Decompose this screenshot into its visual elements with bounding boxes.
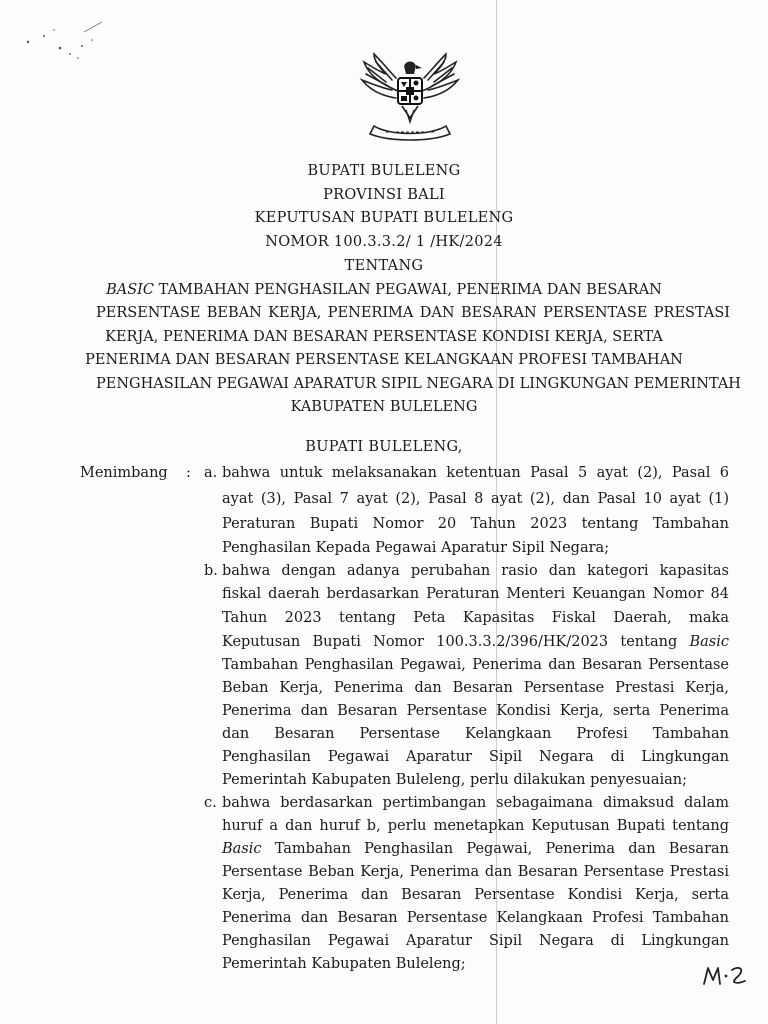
title-italic-word: BASIC <box>106 282 155 298</box>
decree-number: NOMOR 100.3.3.2/ 1 /HK/2024 <box>265 234 503 250</box>
item-c-line-3-text: Tambahan Penghasilan Pegawai, Penerima dan Besaran <box>261 841 729 857</box>
scan-specks <box>22 18 112 63</box>
item-c-line: Persentase Beban Kerja, Penerima dan Besaran Persentase Prestasi <box>222 864 729 880</box>
decree-type-heading: KEPUTUSAN BUPATI BULELENG <box>254 210 514 226</box>
item-b-line-4-text: Keputusan Bupati Nomor 100.3.3.2/396/HK/2023 tentang <box>222 634 678 650</box>
handwritten-initials <box>700 960 750 990</box>
opening-heading: BUPATI BULELENG, <box>305 439 463 455</box>
item-c-line: bahwa berdasarkan pertimbangan sebagaimana dimaksud dalam <box>222 795 729 811</box>
considering-label: Menimbang <box>80 465 168 481</box>
item-b-line: Tambahan Penghasilan Pegawai, Penerima dan Besaran Persentase <box>222 657 729 673</box>
item-c-line: Penghasilan Pegawai Aparatur Sipil Negara di Lingkungan <box>222 933 729 949</box>
item-b-line: dan Besaran Persentase Kelangkaan Profesi Tambahan <box>222 726 729 742</box>
item-b-line: Penghasilan Pegawai Aparatur Sipil Negara di Lingkungan <box>222 749 729 765</box>
authority-heading: BUPATI BULELENG <box>307 163 461 179</box>
province-heading: PROVINSI BALI <box>323 187 445 203</box>
item-c-line-3 <box>222 841 729 857</box>
item-b-line: Pemerintah Kabupaten Buleleng, perlu dilakukan penyesuaian; <box>222 772 687 788</box>
decree-title-line-4: PENERIMA DAN BESARAN PERSENTASE KELANGKAAN PROFESI TAMBAHAN <box>85 352 683 368</box>
item-b-line: fiskal daerah berdasarkan Peraturan Menteri Keuangan Nomor 84 <box>222 586 729 602</box>
decree-title-line-2: PERSENTASE BEBAN KERJA, PENERIMA DAN BESARAN PERSENTASE PRESTASI <box>96 305 730 321</box>
decree-title-line-3: KERJA, PENERIMA DAN BESARAN PERSENTASE KONDISI KERJA, SERTA <box>105 329 663 345</box>
title-line-1-rest: TAMBAHAN PENGHASILAN PEGAWAI, PENERIMA DAN BESARAN <box>154 282 662 298</box>
item-letter-c: c. <box>204 795 217 811</box>
decree-title-line-5: PENGHASILAN PEGAWAI APARATUR SIPIL NEGARA DI LINGKUNGAN PEMERINTAH <box>96 376 741 392</box>
item-a-line: ayat (3), Pasal 7 ayat (2), Pasal 8 ayat (2), dan Pasal 10 ayat (1) <box>222 491 729 507</box>
item-a-line: Peraturan Bupati Nomor 20 Tahun 2023 tentang Tambahan <box>222 516 729 532</box>
item-letter-a: a. <box>204 465 218 481</box>
about-heading: TENTANG <box>344 258 424 274</box>
considering-colon: : <box>186 465 191 481</box>
item-b-line: bahwa dengan adanya perubahan rasio dan kategori kapasitas <box>222 563 729 579</box>
item-b-line: Tahun 2023 tentang Peta Kapasitas Fiskal Daerah, maka <box>222 610 729 626</box>
garuda-emblem-icon <box>356 52 464 144</box>
item-b-italic-word: Basic <box>689 634 729 650</box>
item-b-line: Beban Kerja, Penerima dan Besaran Persentase Prestasi Kerja, <box>222 680 729 696</box>
decree-title-line-6: KABUPATEN BULELENG <box>290 399 478 415</box>
decree-title-line-1 <box>0 282 768 298</box>
item-a-line: Penghasilan Kepada Pegawai Aparatur Sipil Negara; <box>222 540 610 556</box>
item-c-line: huruf a dan huruf b, perlu menetapkan Keputusan Bupati tentang <box>222 818 729 834</box>
item-c-italic-word: Basic <box>222 841 262 857</box>
item-c-line: Kerja, Penerima dan Besaran Persentase Kondisi Kerja, serta <box>222 887 729 903</box>
item-c-line: Pemerintah Kabupaten Buleleng; <box>222 956 466 972</box>
item-c-line: Penerima dan Besaran Persentase Kelangkaan Profesi Tambahan <box>222 910 729 926</box>
item-a-line: bahwa untuk melaksanakan ketentuan Pasal 5 ayat (2), Pasal 6 <box>222 465 729 481</box>
item-b-line-4 <box>222 634 729 650</box>
item-b-line: Penerima dan Besaran Persentase Kondisi Kerja, serta Penerima <box>222 703 729 719</box>
item-letter-b: b. <box>204 563 218 579</box>
